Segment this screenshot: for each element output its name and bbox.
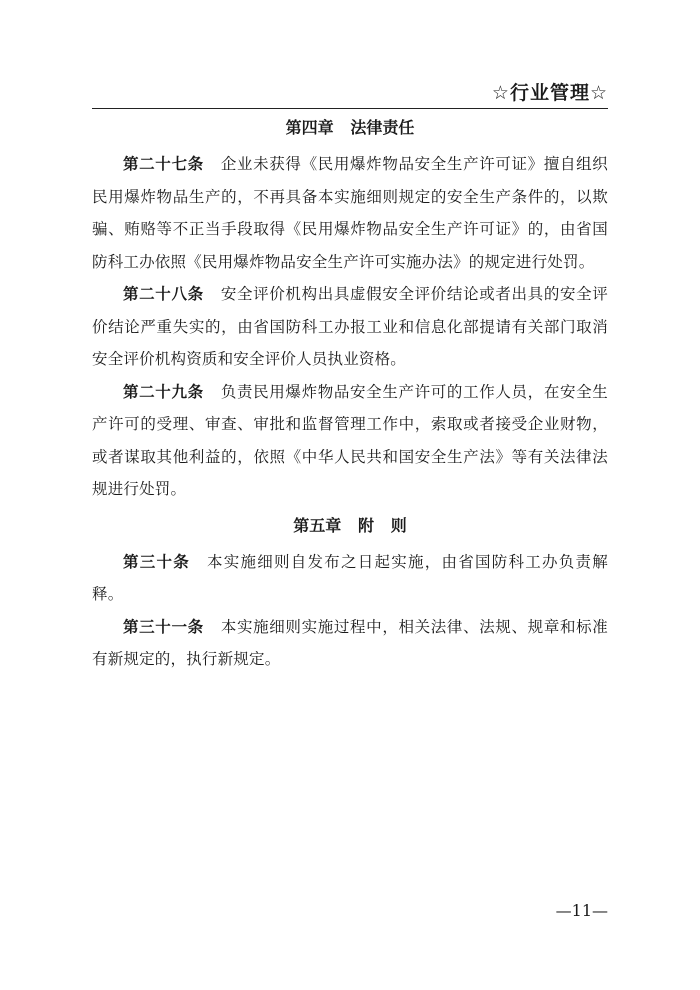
article-text: 本实施细则自发布之日起实施，由省国防科工办负责解释。 bbox=[92, 552, 608, 603]
article-number: 第二十九条 bbox=[123, 382, 204, 401]
chapter-heading: 第五章 附 则 bbox=[293, 515, 407, 535]
chapter-heading: 第四章 法律责任 bbox=[285, 118, 415, 137]
page-number: —11— bbox=[555, 901, 608, 920]
article-number: 第二十七条 bbox=[123, 155, 204, 173]
article-text: 负责民用爆炸物品安全生产许可的工作人员，在安全生产许可的受理、审查、审批和监督管理工作中，索取或者接受企业财物，或者谋取其他利益的，依照《中华人民共和国安全生产法》等有关法律法规进行处罚。 bbox=[92, 382, 608, 498]
document-body bbox=[92, 114, 608, 676]
article-28 bbox=[92, 278, 608, 376]
article-text: 企业未获得《民用爆炸物品安全生产许可证》擅自组织民用爆炸物品生产的，不再具备本实施细则规定的安全生产条件的，以欺骗、贿赂等不正当手段取得《民用爆炸物品安全生产许可证》的，由省国防科工办依照《民用爆炸物品安全生产许可实施办法》的规定进行处罚。 bbox=[92, 155, 608, 271]
article-number: 第三十一条 bbox=[123, 617, 204, 636]
article-27 bbox=[92, 148, 608, 278]
article-31 bbox=[92, 611, 608, 676]
article-text: 本实施细则实施过程中，相关法律、法规、规章和标准有新规定的，执行新规定。 bbox=[92, 617, 608, 668]
section-title: ☆行业管理☆ bbox=[491, 82, 608, 104]
article-29 bbox=[92, 376, 608, 506]
article-number: 第二十八条 bbox=[123, 285, 204, 303]
article-30 bbox=[92, 546, 608, 611]
page-header bbox=[92, 80, 608, 109]
article-text: 安全评价机构出具虚假安全评价结论或者出具的安全评价结论严重失实的，由省国防科工办报工业和信息化部提请有关部门取消安全评价机构资质和安全评价人员执业资格。 bbox=[92, 285, 608, 368]
article-number: 第三十条 bbox=[123, 552, 190, 571]
